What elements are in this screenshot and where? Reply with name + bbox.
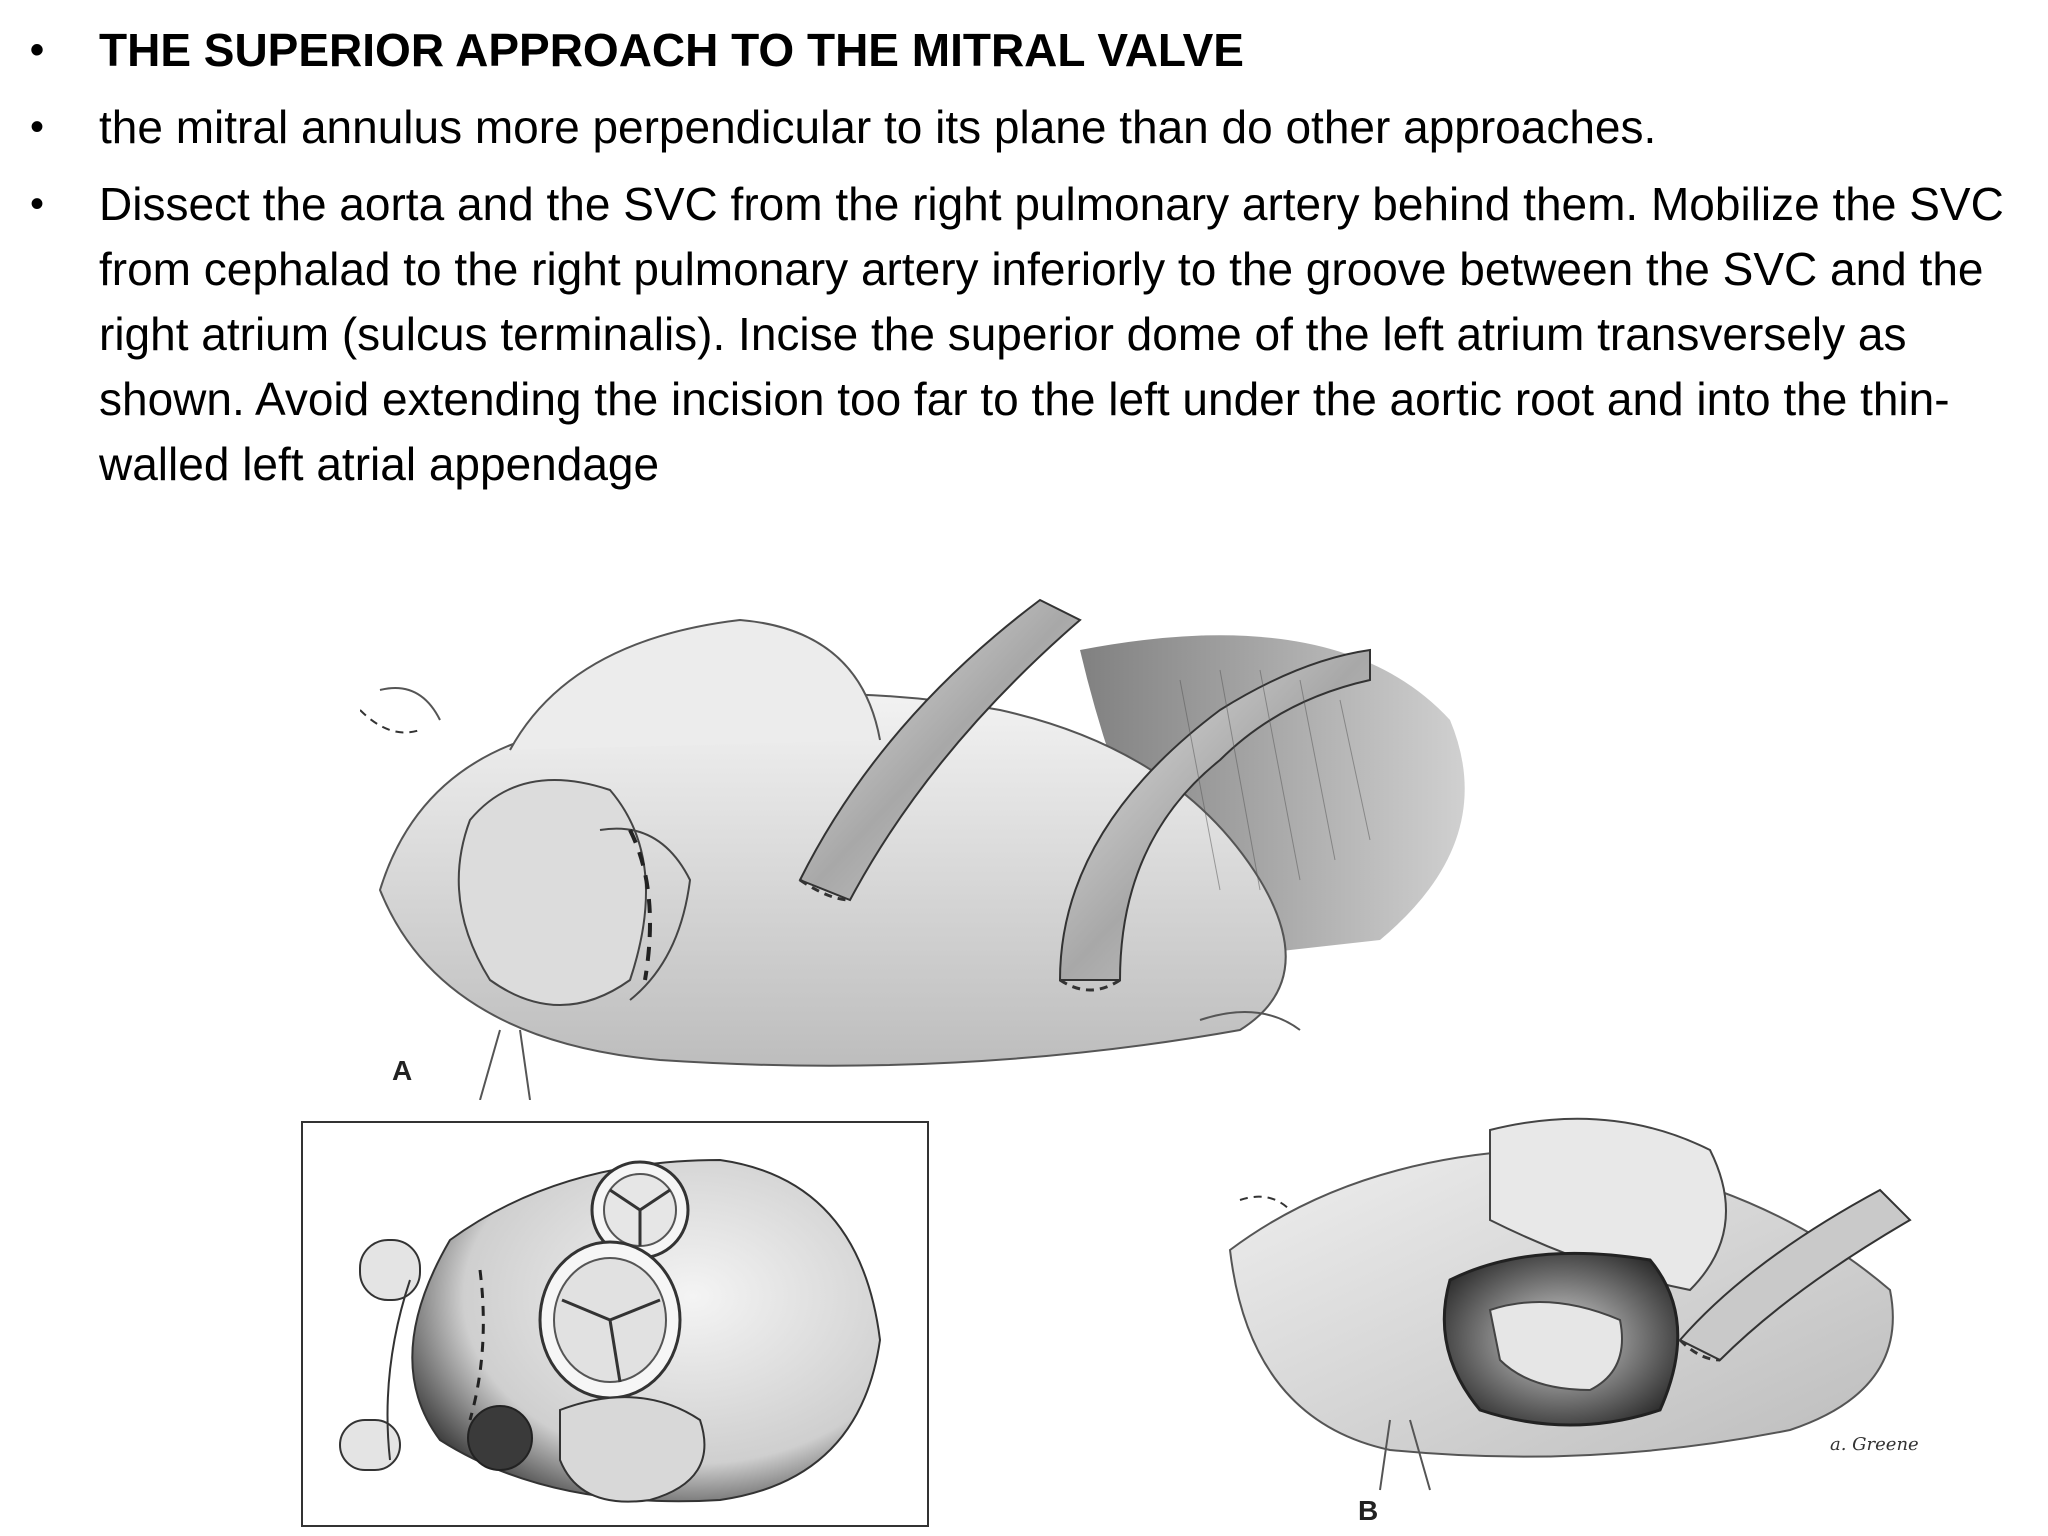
bullet-2 xyxy=(0,95,2048,160)
bullet-marker: • xyxy=(30,28,45,72)
bullet-text: the mitral annulus more perpendicular to its plane than do other approaches. xyxy=(99,101,1657,153)
bullet-list xyxy=(0,18,2048,509)
bullet-marker: • xyxy=(30,182,45,226)
illustration-b xyxy=(1190,1090,1990,1530)
figure-label-b: B xyxy=(1358,1495,1379,1526)
artist-signature: a. Greene xyxy=(1830,1434,1919,1455)
bullet-text: Dissect the aorta and the SVC from the right pulmonary artery behind them. Mobilize the SVC from cephalad to the right pulmonary artery inferiorly to the groove between the SVC and the right atrium (sulcus terminalis). Incise the superior dome of the left atrium transversely as shown. Avoid extending the incision too far to the left under the aortic root and into the thin-walled left atrial appendage xyxy=(99,178,2004,490)
slide-title: THE SUPERIOR APPROACH TO THE MITRAL VALVE xyxy=(99,24,1244,76)
illustration-a xyxy=(360,560,1520,1100)
bullet-marker: • xyxy=(30,105,45,149)
bullet-3 xyxy=(0,172,2048,497)
illustration-inset xyxy=(300,1120,930,1530)
figure-label-a: A xyxy=(392,1055,413,1086)
bullet-title xyxy=(0,18,2048,83)
